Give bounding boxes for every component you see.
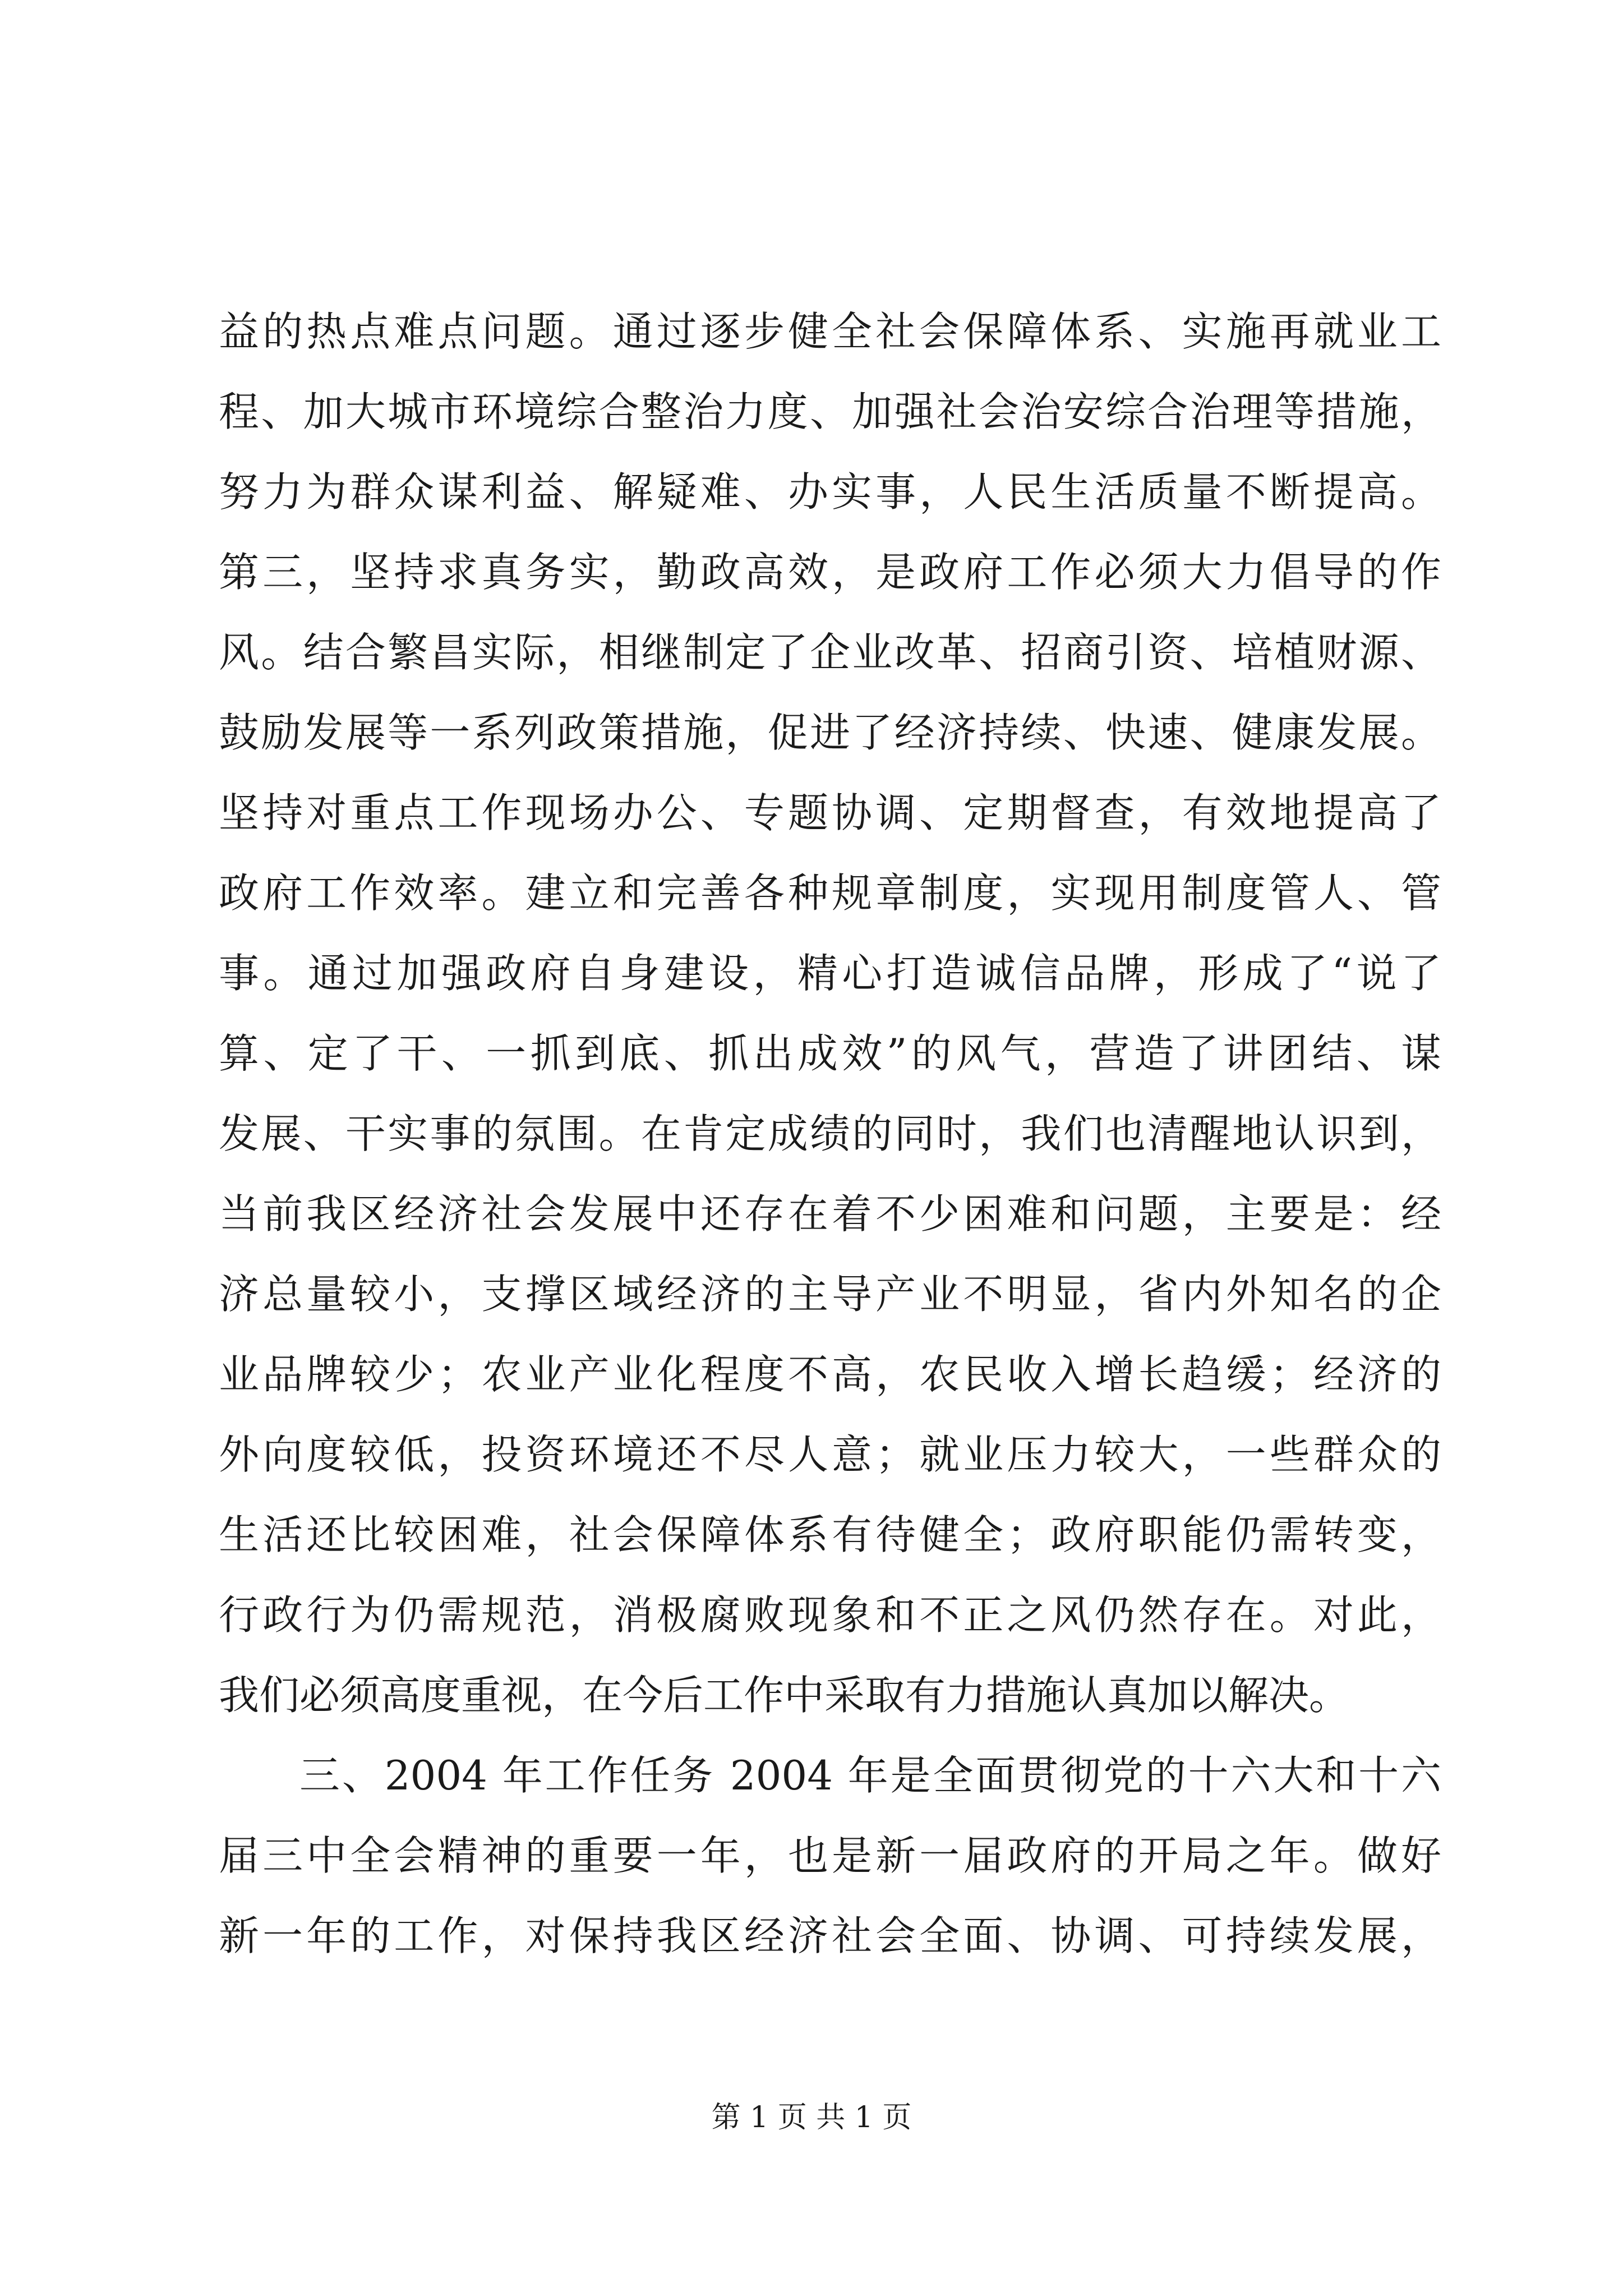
section-heading-line: 三、2004 年工作任务 2004 年是全面贯彻党的十六大和十六 [299, 1752, 1441, 1799]
text-line: 政府工作效率。建立和完善各种规章制度，实现用制度管人、管 [219, 869, 1441, 917]
text-line: 届三中全会精神的重要一年，也是新一届政府的开局之年。做好 [219, 1832, 1441, 1879]
page-footer [0, 2098, 1623, 2137]
text-line: 鼓励发展等一系列政策措施，促进了经济持续、快速、健康发展。 [219, 709, 1441, 756]
text-line: 行政行为仍需规范，消极腐败现象和不正之风仍然存在。对此， [219, 1591, 1441, 1639]
text-line: 第三，坚持求真务实，勤政高效，是政府工作必须大力倡导的作 [219, 549, 1441, 596]
text-line: 风。结合繁昌实际，相继制定了企业改革、招商引资、培植财源、 [219, 629, 1441, 676]
body-text [219, 292, 1441, 1976]
text-line: 外向度较低，投资环境还不尽人意；就业压力较大，一些群众的 [219, 1431, 1441, 1478]
text-line: 生活还比较困难，社会保障体系有待健全；政府职能仍需转变， [219, 1511, 1441, 1558]
text-line: 业品牌较少；农业产业化程度不高，农民收入增长趋缓；经济的 [219, 1351, 1441, 1398]
text-line: 努力为群众谋利益、解疑难、办实事，人民生活质量不断提高。 [219, 468, 1441, 516]
page-number-label: 第 1 页 共 1 页 [711, 2101, 912, 2134]
text-line: 算、定了干、一抓到底、抓出成效”的风气，营造了讲团结、谋 [219, 1030, 1441, 1077]
text-line: 当前我区经济社会发展中还存在着不少困难和问题，主要是：经 [219, 1190, 1441, 1237]
text-line: 济总量较小，支撑区域经济的主导产业不明显，省内外知名的企 [219, 1271, 1441, 1318]
text-line: 程、加大城市环境综合整治力度、加强社会治安综合治理等措施， [219, 388, 1441, 435]
text-line: 我们必须高度重视，在今后工作中采取有力措施认真加以解决。 [219, 1672, 1350, 1719]
text-line: 发展、干实事的氛围。在肯定成绩的同时，我们也清醒地认识到， [219, 1110, 1441, 1157]
text-line: 益的热点难点问题。通过逐步健全社会保障体系、实施再就业工 [219, 308, 1441, 355]
text-line: 坚持对重点工作现场办公、专题协调、定期督查，有效地提高了 [219, 789, 1441, 836]
text-line: 新一年的工作，对保持我区经济社会全面、协调、可持续发展， [219, 1912, 1441, 1959]
text-line: 事。通过加强政府自身建设，精心打造诚信品牌，形成了“说了 [219, 950, 1441, 997]
